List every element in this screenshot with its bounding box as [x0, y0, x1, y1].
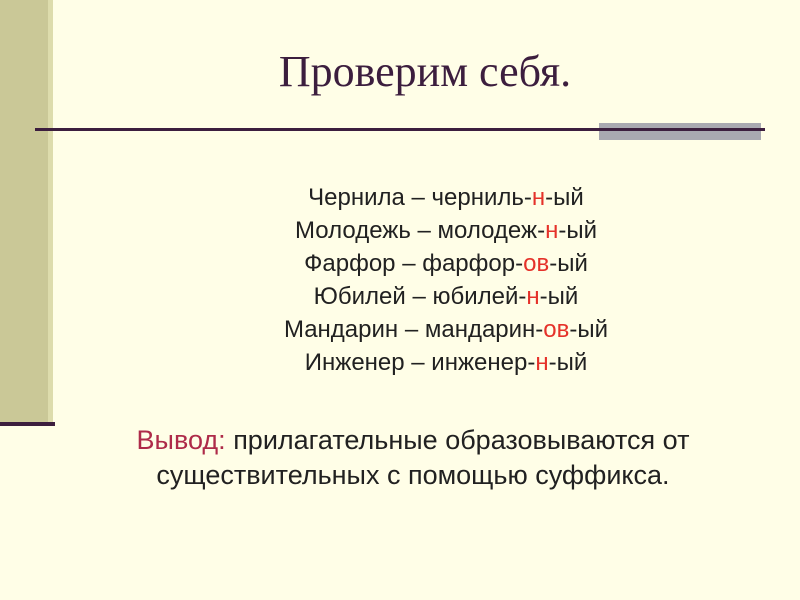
word-list: [92, 181, 800, 379]
word-base: Молодежь – молодеж-: [295, 217, 546, 244]
page-title: Проверим себя.: [278, 47, 572, 96]
suffix-highlight: н: [545, 217, 559, 244]
conclusion-text: [118, 423, 708, 493]
word-base: Мандарин – мандарин-: [283, 316, 544, 343]
word-base: Юбилей – юбилей-: [313, 283, 527, 310]
word-pair-row: [92, 346, 800, 379]
suffix-highlight: ов: [543, 316, 570, 343]
sidebar-band: [0, 0, 53, 422]
word-ending: -ый: [545, 184, 584, 211]
conclusion-label: Вывод:: [136, 425, 226, 455]
word-ending: -ый: [569, 316, 609, 343]
title-underline: [35, 128, 765, 131]
word-pair-row: [92, 181, 800, 214]
word-pair-row: [92, 214, 800, 247]
word-ending: -ый: [549, 250, 588, 277]
word-base: Фарфор – фарфор-: [304, 250, 524, 277]
suffix-highlight: ов: [523, 250, 550, 277]
word-pair-row: [92, 280, 800, 313]
word-ending: -ый: [539, 283, 579, 310]
conclusion-body: прилагательные образовываются от существительных с помощью суффикса.: [156, 425, 690, 490]
word-pair-row: [92, 247, 800, 280]
word-pair-row: [92, 313, 800, 346]
suffix-highlight: н: [531, 184, 546, 211]
sidebar-bottom-line: [0, 422, 55, 426]
suffix-highlight: н: [526, 283, 540, 310]
word-base: Инженер – инженер-: [304, 349, 536, 376]
suffix-highlight: н: [535, 349, 549, 376]
word-ending: -ый: [558, 217, 597, 244]
word-base: Чернила – черниль-: [308, 184, 532, 211]
word-ending: -ый: [548, 349, 588, 376]
title-accent-bar: [599, 123, 761, 140]
